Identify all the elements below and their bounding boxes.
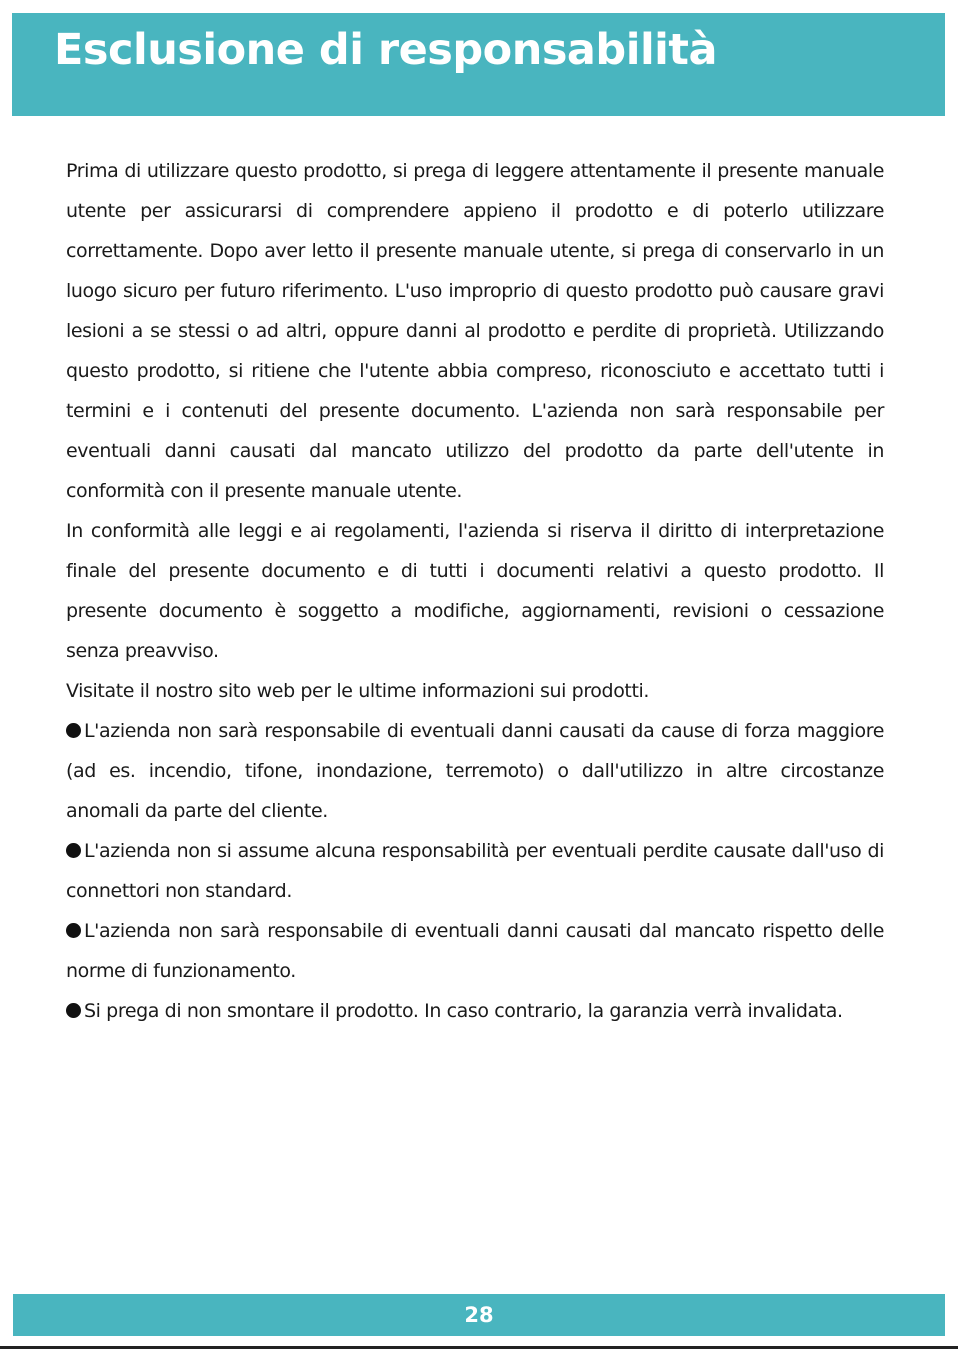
paragraph-interpretation: In conformità alle leggi e ai regolamenti, l'azienda si riserva il diritto di interpretazione finale del presente documento e di tutti i documenti relativi a questo prodotto. Il presente documento è soggetto a modifiche, aggiornamenti, revisioni o cessazione senza preavviso. [66,520,884,662]
document-body [66,151,884,1031]
bullet-dot-icon [66,723,81,738]
bullet-item-connectors [66,831,884,911]
footer-band [13,1294,945,1336]
bullet-dot-icon [66,843,81,858]
bullet-text: L'azienda non si assume alcuna responsabilità per eventuali perdite causate dall'uso di connettori non standard. [66,840,884,902]
bullet-text: Si prega di non smontare il prodotto. In caso contrario, la garanzia verrà invalidata. [84,1000,843,1022]
bullet-dot-icon [66,923,81,938]
bullet-item-force-majeure [66,711,884,831]
bullet-item-warranty [66,991,884,1031]
bullet-text: L'azienda non sarà responsabile di eventuali danni causati dal mancato rispetto delle norme di funzionamento. [66,920,884,982]
bullet-text: L'azienda non sarà responsabile di eventuali danni causati da cause di forza maggiore (ad es. incendio, tifone, inondazione, terremoto) o dall'utilizzo in altre circostanze anomali da parte del cliente. [66,720,884,822]
bullet-item-operating-rules [66,911,884,991]
page-title: Esclusione di responsabilità [54,25,717,75]
paragraph-website: Visitate il nostro sito web per le ultime informazioni sui prodotti. [66,680,650,702]
bullet-dot-icon [66,1003,81,1018]
page-number: 28 [464,1303,494,1327]
paragraph-intro: Prima di utilizzare questo prodotto, si prega di leggere attentamente il presente manuale utente per assicurarsi di comprendere appieno il prodotto e di poterlo utilizzare correttamente. Dopo aver letto il presente manuale utente, si prega di conservarlo in un luogo sicuro per futuro riferimento. L'uso improprio di questo prodotto può causare gravi lesioni a se stessi o ad altri, oppure danni al prodotto e perdite di proprietà. Utilizzando questo prodotto, si ritiene che l'utente abbia compreso, riconosciuto e accettato tutti i termini e i contenuti del presente documento. L'azienda non sarà responsabile per eventuali danni causati dal mancato utilizzo del prodotto da parte dell'utente in conformità con il presente manuale utente. [66,160,884,502]
